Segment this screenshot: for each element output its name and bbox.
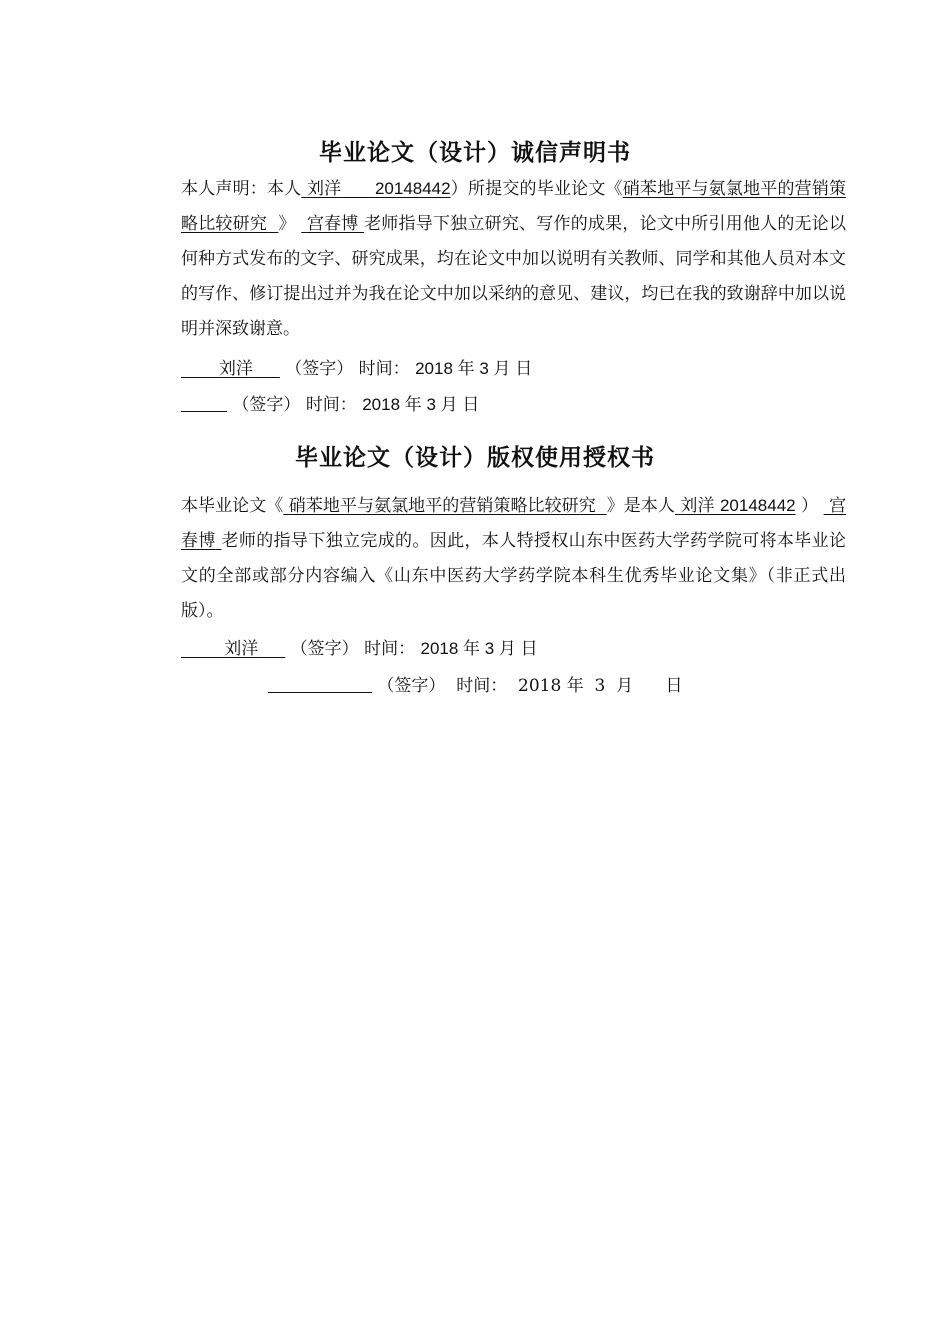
integrity-date-1: 2018 年 3 月 日 bbox=[415, 359, 533, 378]
authorization-student-id: 20148442 bbox=[719, 496, 796, 515]
authorization-time-label-1: 时间： bbox=[364, 639, 416, 659]
authorization-time-label-2: 时间： bbox=[456, 676, 508, 696]
integrity-time-label-1: 时间： bbox=[358, 359, 410, 379]
authorization-signer-name: 刘洋 bbox=[224, 639, 259, 659]
integrity-paragraph bbox=[145, 171, 846, 347]
authorization-signature-blank bbox=[268, 674, 372, 693]
integrity-date-2: 2018 年 3 月 日 bbox=[362, 395, 480, 414]
integrity-sign-line-1 bbox=[181, 357, 532, 381]
authorization-after-title: 》是本人 bbox=[606, 496, 675, 516]
integrity-body: 老师指导下独立研究、写作的成果，论文中所引用他人的无论以何种方式发布的文字、研究成果，均在论文中加以说明有关教师、同学和其他人员对本文的写作、修订提出过并为我在论文中加以采纳的意见、建议，均已在我的致谢辞中加以说明并深致谢意。 bbox=[181, 214, 846, 339]
integrity-time-label-2: 时间： bbox=[305, 395, 357, 415]
authorization-sign-line-2 bbox=[268, 674, 683, 698]
authorization-date-2: 2018 年 3 月 日 bbox=[518, 676, 683, 696]
authorization-intro: 本毕业论文《 bbox=[181, 496, 284, 516]
authorization-thesis-title: 硝苯地平与氨氯地平的营销策略比较研究 bbox=[288, 496, 596, 516]
integrity-after-title: 》 bbox=[278, 214, 296, 234]
authorization-sign-line-1 bbox=[181, 637, 538, 661]
integrity-advisor: 宫春博 bbox=[306, 214, 359, 234]
authorization-sign-label-2: （签字） bbox=[377, 676, 446, 696]
authorization-student-name: 刘洋 bbox=[680, 496, 715, 516]
authorization-title: 毕业论文（设计）版权使用授权书 bbox=[295, 445, 655, 471]
authorization-advisor: 宫春博 bbox=[181, 496, 847, 551]
integrity-sign-line-2 bbox=[181, 393, 479, 417]
integrity-sign-label-1: （签字） bbox=[285, 359, 354, 379]
authorization-paren: ） bbox=[801, 496, 819, 516]
integrity-title: 毕业论文（设计）诚信声明书 bbox=[319, 140, 631, 166]
authorization-body: 老师的指导下独立完成的。因此，本人特授权山东中医药大学药学院可将本毕业论文的全部或部分内容编入《山东中医药大学药学院本科生优秀毕业论文集》（非正式出版）。 bbox=[181, 531, 847, 621]
integrity-signature-blank bbox=[181, 393, 227, 412]
integrity-student-name: 刘洋 20148442 bbox=[306, 179, 451, 199]
integrity-intro: 本人声明：本人 bbox=[181, 179, 302, 199]
integrity-thesis-title-2: 地平的营销策略比较研究 bbox=[181, 179, 847, 234]
integrity-signer-name: 刘洋 bbox=[218, 359, 253, 379]
authorization-sign-label-1: （签字） bbox=[290, 639, 359, 659]
authorization-paragraph bbox=[145, 488, 846, 629]
authorization-date-1: 2018 年 3 月 日 bbox=[420, 639, 538, 658]
integrity-thesis-title-1: 硝苯地平与氨氯 bbox=[622, 179, 744, 199]
integrity-after-id: ）所提交的毕业论文《 bbox=[450, 179, 623, 199]
integrity-sign-label-2: （签字） bbox=[232, 395, 301, 415]
